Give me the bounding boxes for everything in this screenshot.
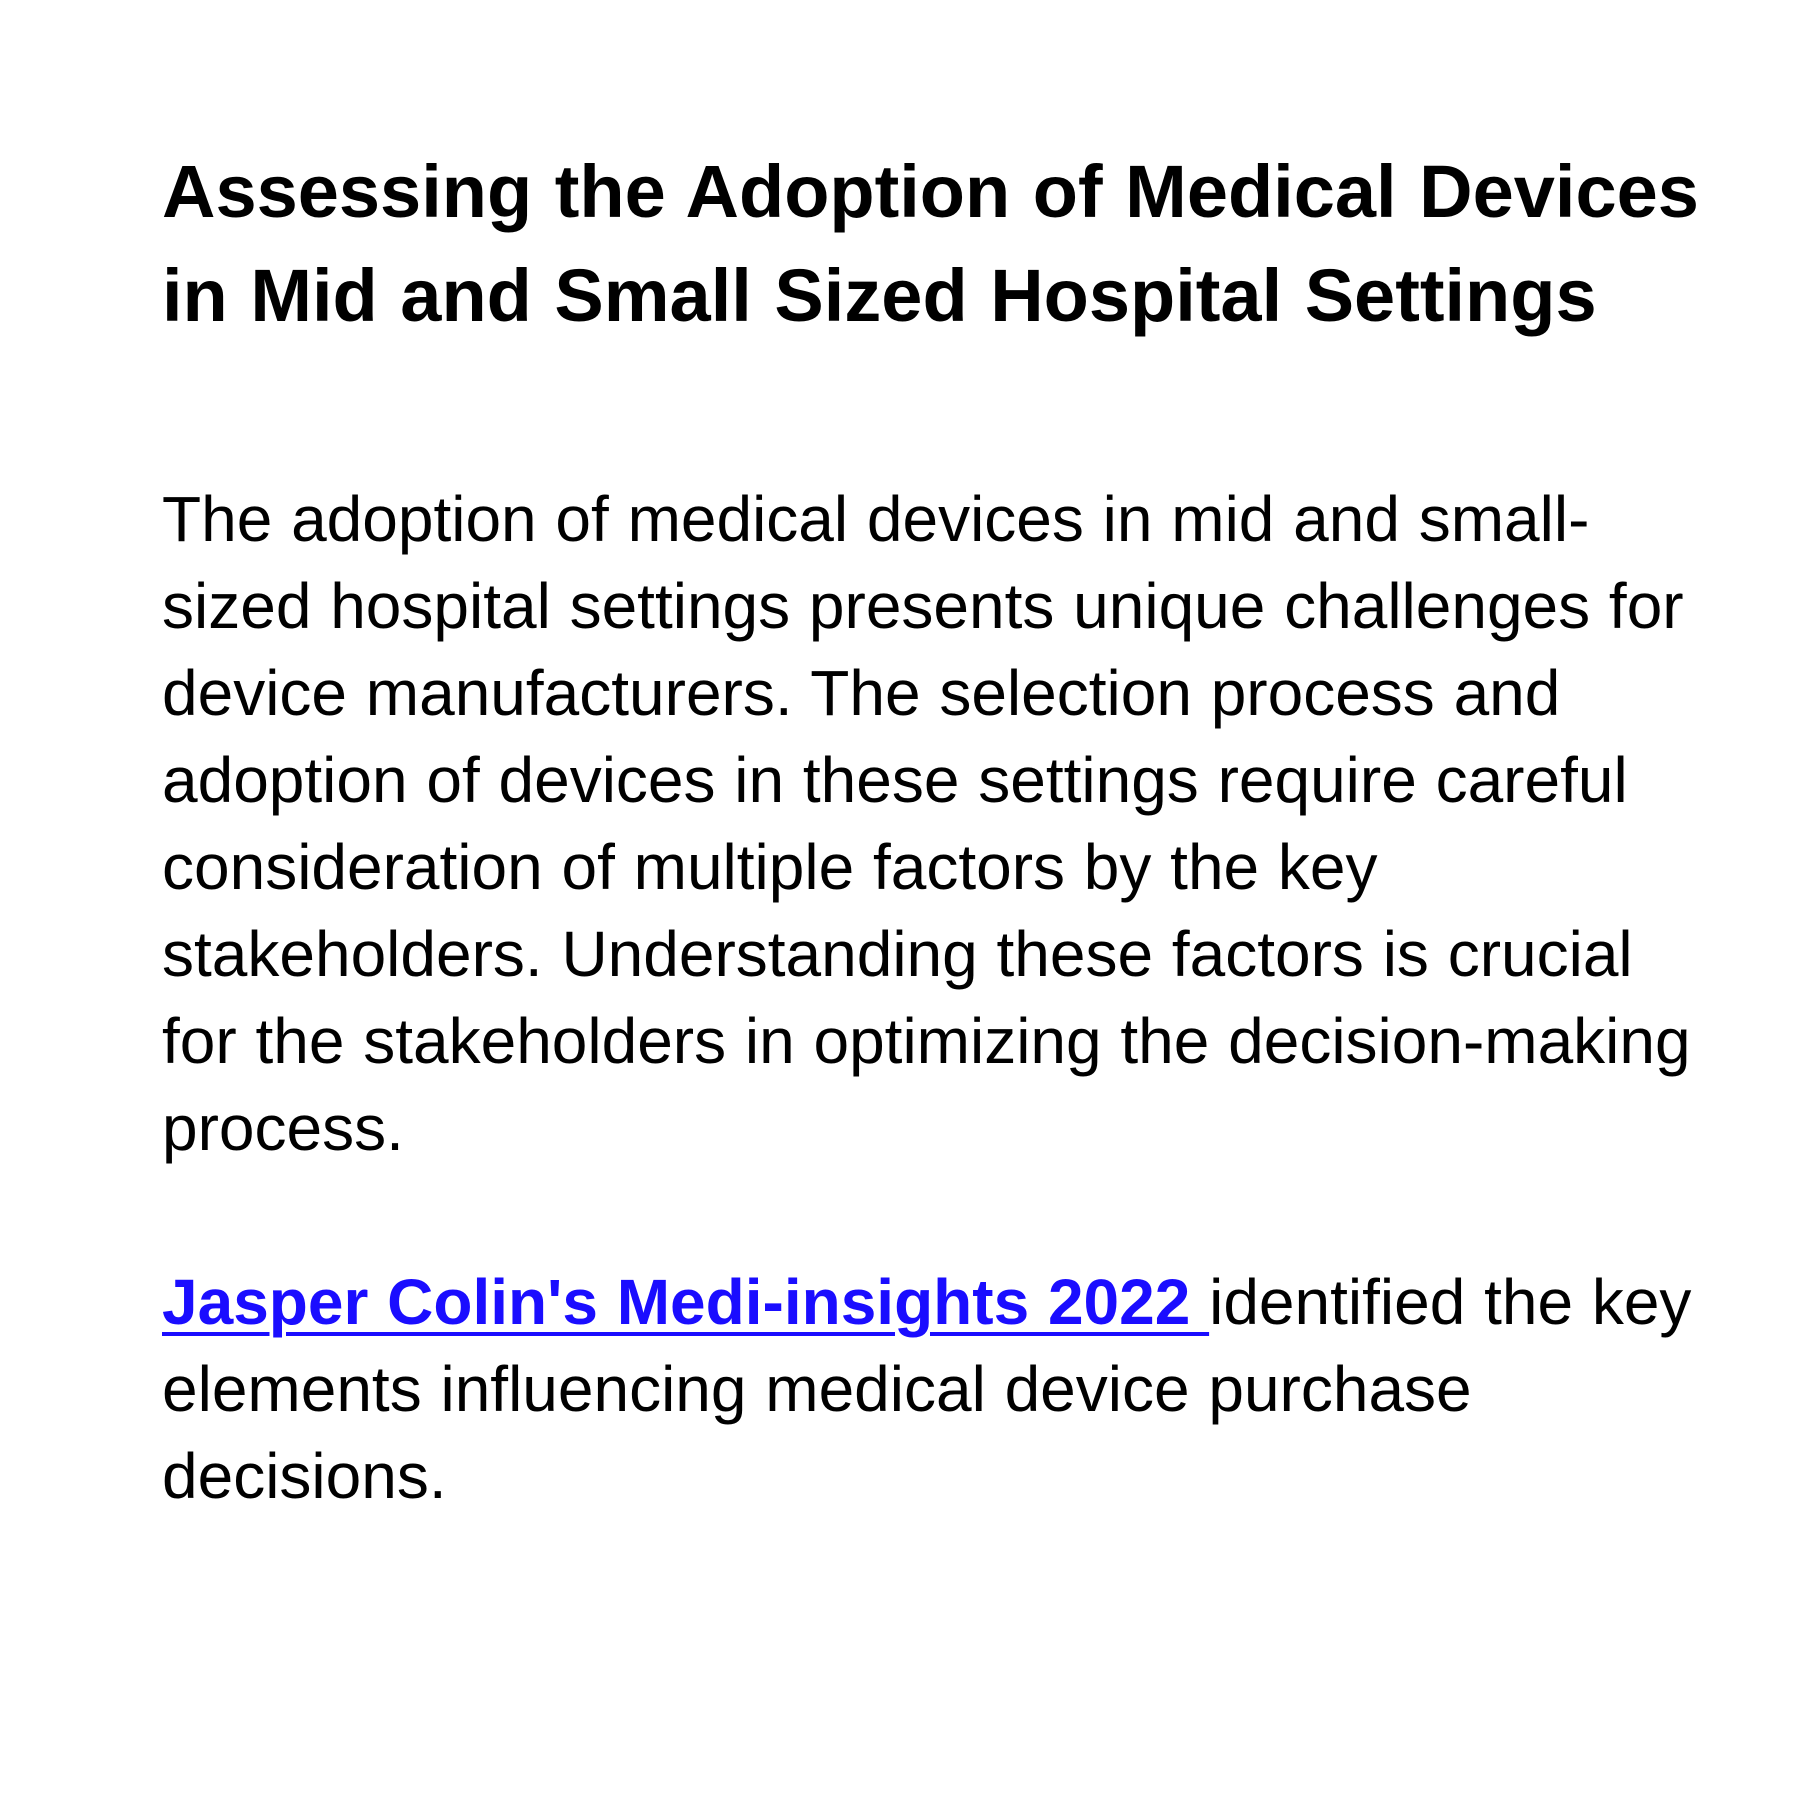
medi-insights-link[interactable]: Jasper Colin's Medi-insights 2022: [162, 1266, 1210, 1338]
intro-paragraph: The adoption of medical devices in mid and small-sized hospital settings presents unique challenges for device manufacturers. The selection process and adoption of devices in these settings require careful consideration of multiple factors by the key stakeholders. Understanding these factors is crucial for the stakeholders in optimizing the decision-making process.: [162, 483, 1691, 1164]
source-paragraph: [162, 1259, 1712, 1520]
page-title: Assessing the Adoption of Medical Devices in Mid and Small Sized Hospital Settings: [162, 150, 1699, 337]
document-page: [162, 140, 1712, 1520]
source-paragraph-text: identified the key elements influencing medical device purchase decisions.: [162, 1266, 1692, 1512]
